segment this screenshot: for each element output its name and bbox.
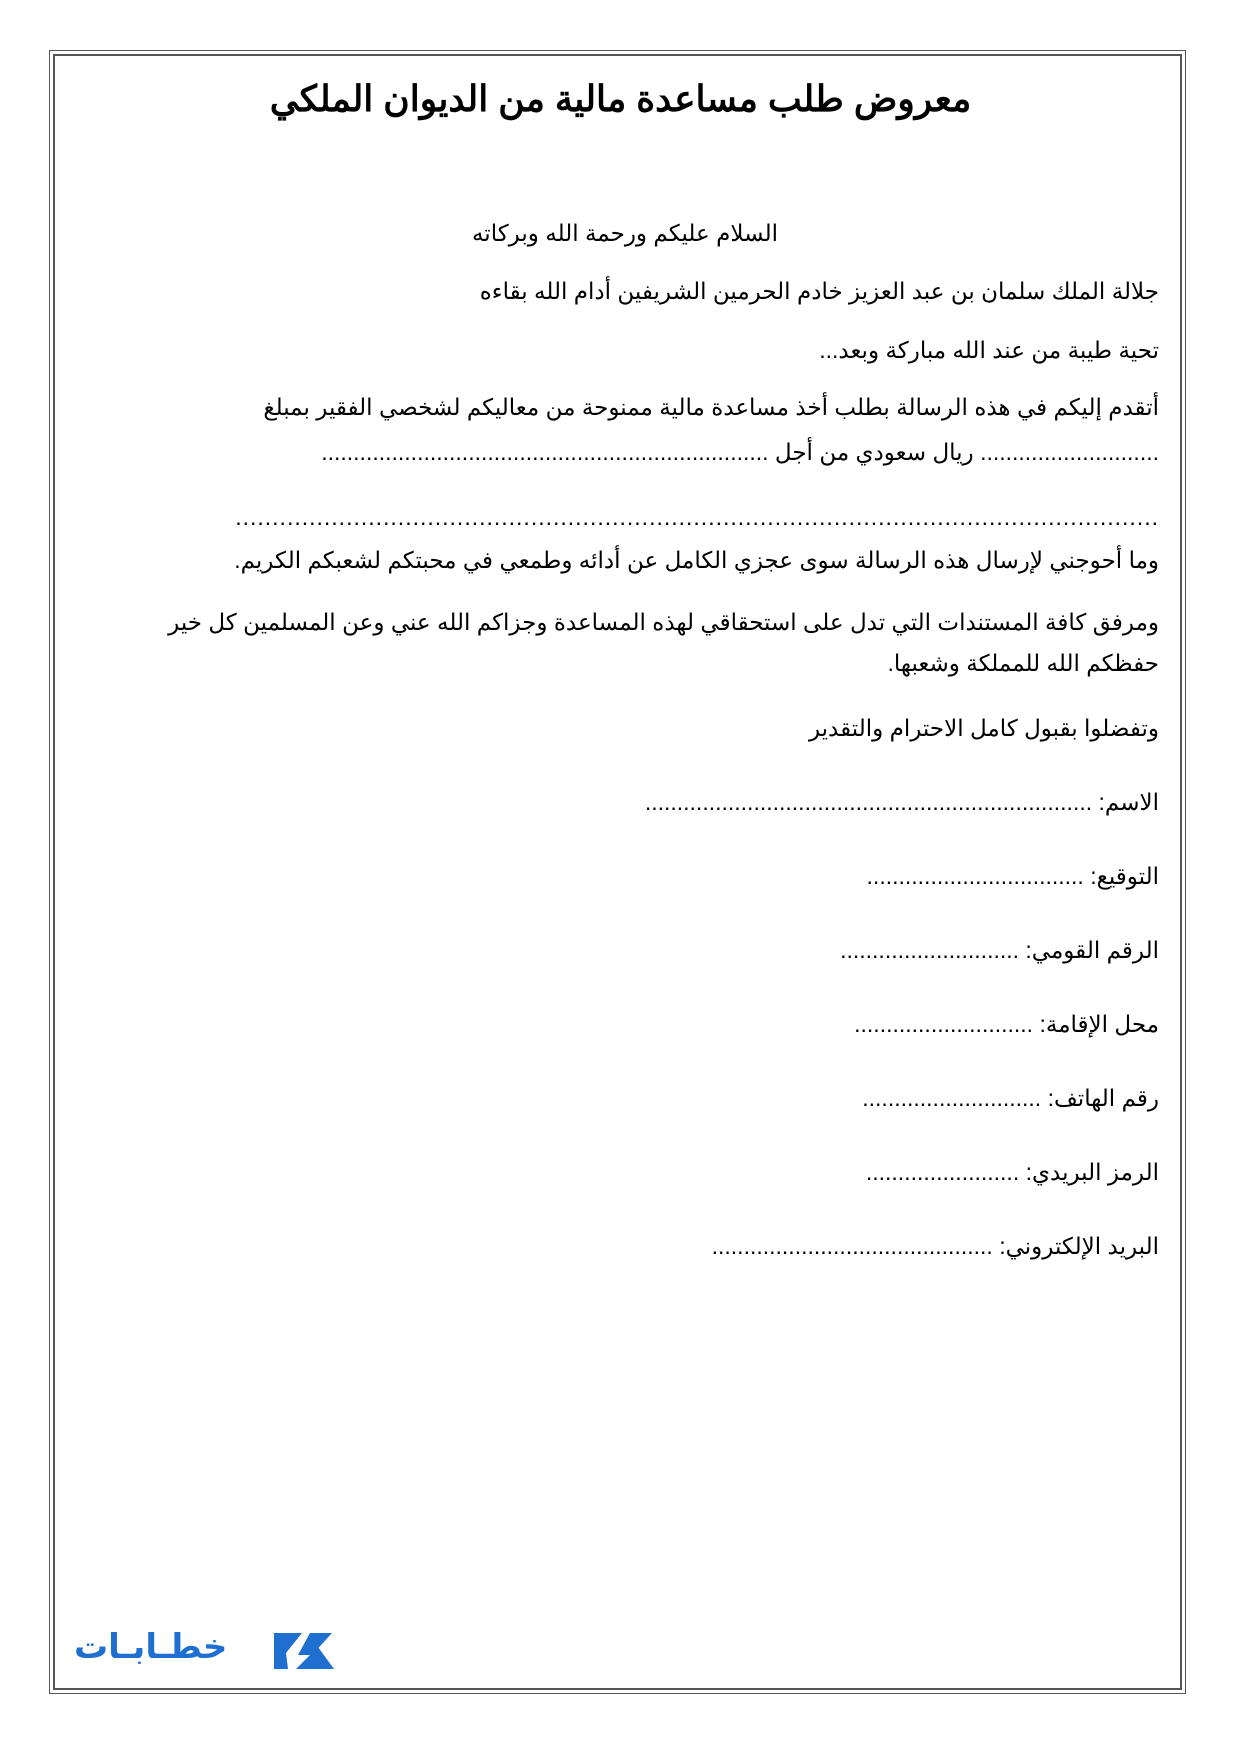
logo-wordmark: خطـابـات — [74, 1627, 228, 1667]
field-label: رقم الهاتف: — [1047, 1085, 1159, 1111]
salutation: تحية طيبة من عند الله مباركة وبعد... — [819, 337, 1159, 363]
field-email — [712, 1231, 1159, 1261]
address-line: جلالة الملك سلمان بن عبد العزيز خادم الحرمين الشريفين أدام الله بقاءه — [479, 278, 1159, 304]
body-paragraph-2: وما أحوجني لإرسال هذه الرسالة سوى عجزي الكامل عن أدائه وطمعي في محبتكم لشعبكم الكريم. — [234, 547, 1159, 573]
greeting: السلام عليكم ورحمة الله وبركاته — [471, 220, 778, 246]
field-label: الاسم: — [1098, 789, 1159, 815]
closing-line: وتفضلوا بقبول كامل الاحترام والتقدير — [808, 715, 1159, 741]
khitabat-logo — [74, 1625, 364, 1675]
field-label: الرمز البريدي: — [1025, 1159, 1159, 1185]
field-blank[interactable]: ...................................................................... — [644, 789, 1093, 815]
field-blank[interactable]: ........................ — [865, 1159, 1020, 1185]
purpose-blank[interactable]: ...................................................................... — [321, 439, 769, 465]
field-blank[interactable]: .................................. — [866, 863, 1084, 889]
field-name — [645, 787, 1159, 817]
body-paragraph-3-line-1: ومرفق كافة المستندات التي تدل على استحقاقي لهذه المساعدة وجزاكم الله عني وعن المسلمين كل خير — [168, 609, 1159, 635]
currency-text: ريال سعودي من أجل — [768, 439, 981, 465]
field-label: البريد الإلكتروني: — [999, 1233, 1159, 1259]
purpose-blank-continued[interactable]: ............................................................................................................................. — [235, 504, 1159, 530]
field-national-id — [840, 935, 1159, 965]
field-blank[interactable]: ............................ — [854, 1011, 1034, 1037]
field-label: الرقم القومي: — [1025, 937, 1159, 963]
field-residence — [854, 1009, 1159, 1039]
field-phone — [862, 1083, 1159, 1113]
body-paragraph-3-line-2: حفظكم الله للمملكة وشعبها. — [887, 650, 1159, 676]
field-postal-code — [866, 1157, 1159, 1187]
amount-blank[interactable]: ............................ — [980, 439, 1159, 465]
field-blank[interactable]: ............................................ — [711, 1233, 993, 1259]
logo-mark-icon — [274, 1629, 334, 1669]
field-label: التوقيع: — [1090, 863, 1159, 889]
body-paragraph-1-line-1: أتقدم إليكم في هذه الرسالة بطلب أخذ مساعدة مالية ممنوحة من معاليكم لشخصي الفقير بمبلغ — [263, 394, 1159, 420]
body-paragraph-1-line-2 — [321, 437, 1159, 467]
field-blank[interactable]: ............................ — [862, 1085, 1042, 1111]
page-title: معروض طلب مساعدة مالية من الديوان الملكي — [269, 78, 972, 119]
field-signature — [867, 861, 1159, 891]
field-label: محل الإقامة: — [1039, 1011, 1159, 1037]
field-blank[interactable]: ............................ — [840, 937, 1020, 963]
